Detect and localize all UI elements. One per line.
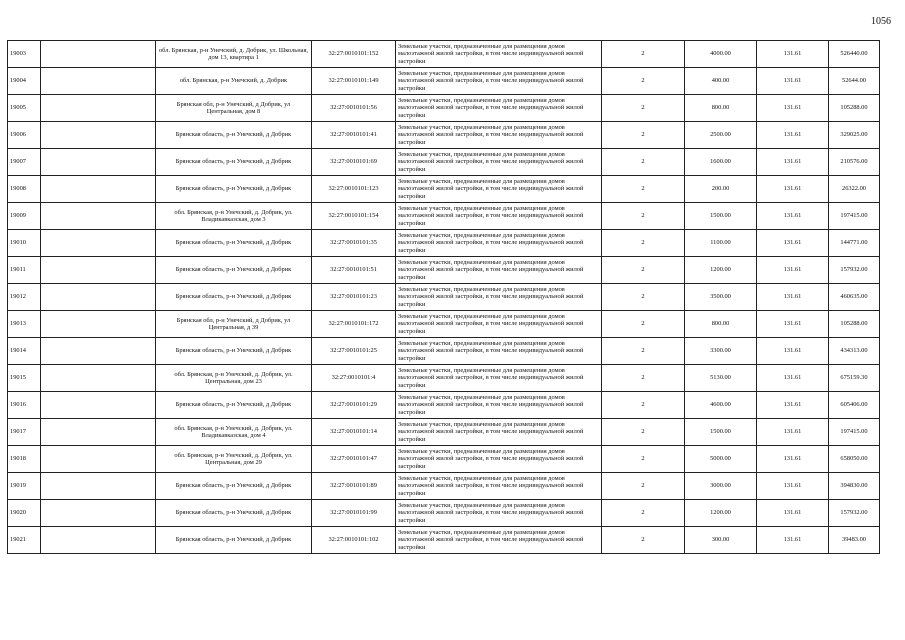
row-land-use-cell: Земельные участки, предназначенные для размещения домов малоэтажной жилой застройки, в том числе индивидуальной жилой застройки — [396, 365, 602, 392]
row-address-cell: Брянская область, р-н Унечский, д Добрик — [156, 257, 312, 284]
row-id-cell: 19005 — [8, 95, 41, 122]
row-area-cell: 5130.00 — [685, 365, 757, 392]
row-gap-cell — [41, 257, 156, 284]
row-cadastral-number-cell: 32:27:0010101:4 — [312, 365, 396, 392]
row-rate-cell: 131.61 — [757, 473, 829, 500]
row-area-cell: 4600.00 — [685, 392, 757, 419]
row-value-cell: 329025.00 — [829, 122, 880, 149]
row-value-cell: 39483.00 — [829, 527, 880, 554]
row-id-cell: 19019 — [8, 473, 41, 500]
row-category-cell: 2 — [602, 392, 685, 419]
row-rate-cell: 131.61 — [757, 95, 829, 122]
row-address-cell: Брянская область, р-н Унечский, д Добрик — [156, 284, 312, 311]
row-value-cell: 52644.00 — [829, 68, 880, 95]
table-row — [8, 527, 880, 554]
row-value-cell: 210576.00 — [829, 149, 880, 176]
row-id-cell: 19013 — [8, 311, 41, 338]
row-cadastral-number-cell: 32:27:0010101:102 — [312, 527, 396, 554]
row-area-cell: 5000.00 — [685, 446, 757, 473]
table-row — [8, 41, 880, 68]
row-gap-cell — [41, 149, 156, 176]
row-cadastral-number-cell: 32:27:0010101:172 — [312, 311, 396, 338]
row-id-cell: 19021 — [8, 527, 41, 554]
table-row — [8, 122, 880, 149]
row-id-cell: 19012 — [8, 284, 41, 311]
row-address-cell: обл. Брянская, р-н Унечский, д. Добрик, ул. Владикавказская, дом 4 — [156, 419, 312, 446]
table-row — [8, 176, 880, 203]
table-row — [8, 392, 880, 419]
row-value-cell: 460635.00 — [829, 284, 880, 311]
row-rate-cell: 131.61 — [757, 122, 829, 149]
row-id-cell: 19018 — [8, 446, 41, 473]
row-category-cell: 2 — [602, 122, 685, 149]
row-value-cell: 658050.00 — [829, 446, 880, 473]
row-value-cell: 157932.00 — [829, 257, 880, 284]
row-category-cell: 2 — [602, 527, 685, 554]
row-category-cell: 2 — [602, 446, 685, 473]
table-row — [8, 257, 880, 284]
row-address-cell: Брянская область, р-н Унечский, д Добрик — [156, 527, 312, 554]
row-address-cell: Брянская область, р-н Унечский, д Добрик — [156, 392, 312, 419]
row-rate-cell: 131.61 — [757, 311, 829, 338]
row-id-cell: 19009 — [8, 203, 41, 230]
row-land-use-cell: Земельные участки, предназначенные для размещения домов малоэтажной жилой застройки, в том числе индивидуальной жилой застройки — [396, 149, 602, 176]
table-row — [8, 203, 880, 230]
row-land-use-cell: Земельные участки, предназначенные для размещения домов малоэтажной жилой застройки, в том числе индивидуальной жилой застройки — [396, 419, 602, 446]
row-land-use-cell: Земельные участки, предназначенные для размещения домов малоэтажной жилой застройки, в том числе индивидуальной жилой застройки — [396, 68, 602, 95]
row-gap-cell — [41, 527, 156, 554]
row-gap-cell — [41, 68, 156, 95]
row-rate-cell: 131.61 — [757, 419, 829, 446]
cadastral-value-table — [7, 40, 880, 554]
table-row — [8, 149, 880, 176]
row-id-cell: 19010 — [8, 230, 41, 257]
table-row — [8, 473, 880, 500]
row-value-cell: 157932.00 — [829, 500, 880, 527]
row-area-cell: 300.00 — [685, 527, 757, 554]
table-row — [8, 95, 880, 122]
row-id-cell: 19008 — [8, 176, 41, 203]
row-address-cell: Брянская область, р-н Унечский, д Добрик — [156, 149, 312, 176]
row-land-use-cell: Земельные участки, предназначенные для размещения домов малоэтажной жилой застройки, в том числе индивидуальной жилой застройки — [396, 500, 602, 527]
row-gap-cell — [41, 392, 156, 419]
row-cadastral-number-cell: 32:27:0010101:47 — [312, 446, 396, 473]
row-value-cell: 197415.00 — [829, 419, 880, 446]
row-category-cell: 2 — [602, 365, 685, 392]
row-address-cell: обл. Брянская, р-н Унечский, д. Добрик, ул. Центральная, дом 29 — [156, 446, 312, 473]
row-cadastral-number-cell: 32:27:0010101:41 — [312, 122, 396, 149]
row-area-cell: 400.00 — [685, 68, 757, 95]
row-rate-cell: 131.61 — [757, 284, 829, 311]
row-land-use-cell: Земельные участки, предназначенные для размещения домов малоэтажной жилой застройки, в том числе индивидуальной жилой застройки — [396, 41, 602, 68]
row-gap-cell — [41, 446, 156, 473]
row-id-cell: 19020 — [8, 500, 41, 527]
row-gap-cell — [41, 176, 156, 203]
row-land-use-cell: Земельные участки, предназначенные для размещения домов малоэтажной жилой застройки, в том числе индивидуальной жилой застройки — [396, 392, 602, 419]
row-land-use-cell: Земельные участки, предназначенные для размещения домов малоэтажной жилой застройки, в том числе индивидуальной жилой застройки — [396, 230, 602, 257]
row-cadastral-number-cell: 32:27:0010101:99 — [312, 500, 396, 527]
row-area-cell: 3000.00 — [685, 473, 757, 500]
row-id-cell: 19006 — [8, 122, 41, 149]
row-rate-cell: 131.61 — [757, 338, 829, 365]
row-category-cell: 2 — [602, 338, 685, 365]
row-category-cell: 2 — [602, 41, 685, 68]
table-body — [8, 41, 880, 554]
row-category-cell: 2 — [602, 500, 685, 527]
row-land-use-cell: Земельные участки, предназначенные для размещения домов малоэтажной жилой застройки, в том числе индивидуальной жилой застройки — [396, 176, 602, 203]
row-value-cell: 394830.00 — [829, 473, 880, 500]
row-address-cell: обл. Брянская, р-н Унечский, д. Добрик, ул. Владикавказская, дом 3 — [156, 203, 312, 230]
row-address-cell: Брянская область, р-н Унечский, д Добрик — [156, 473, 312, 500]
row-rate-cell: 131.61 — [757, 365, 829, 392]
row-gap-cell — [41, 473, 156, 500]
row-gap-cell — [41, 230, 156, 257]
row-rate-cell: 131.61 — [757, 230, 829, 257]
row-value-cell: 434313.00 — [829, 338, 880, 365]
row-cadastral-number-cell: 32:27:0010101:51 — [312, 257, 396, 284]
table-row — [8, 419, 880, 446]
row-rate-cell: 131.61 — [757, 176, 829, 203]
row-cadastral-number-cell: 32:27:0010101:35 — [312, 230, 396, 257]
row-category-cell: 2 — [602, 230, 685, 257]
row-land-use-cell: Земельные участки, предназначенные для размещения домов малоэтажной жилой застройки, в том числе индивидуальной жилой застройки — [396, 311, 602, 338]
row-cadastral-number-cell: 32:27:0010101:152 — [312, 41, 396, 68]
row-cadastral-number-cell: 32:27:0010101:154 — [312, 203, 396, 230]
row-land-use-cell: Земельные участки, предназначенные для размещения домов малоэтажной жилой застройки, в том числе индивидуальной жилой застройки — [396, 257, 602, 284]
table-row — [8, 338, 880, 365]
row-category-cell: 2 — [602, 257, 685, 284]
row-area-cell: 4000.00 — [685, 41, 757, 68]
row-cadastral-number-cell: 32:27:0010101:149 — [312, 68, 396, 95]
row-id-cell: 19016 — [8, 392, 41, 419]
row-cadastral-number-cell: 32:27:0010101:25 — [312, 338, 396, 365]
row-gap-cell — [41, 284, 156, 311]
row-area-cell: 1500.00 — [685, 419, 757, 446]
row-category-cell: 2 — [602, 419, 685, 446]
row-land-use-cell: Земельные участки, предназначенные для размещения домов малоэтажной жилой застройки, в том числе индивидуальной жилой застройки — [396, 122, 602, 149]
row-rate-cell: 131.61 — [757, 68, 829, 95]
row-category-cell: 2 — [602, 149, 685, 176]
row-cadastral-number-cell: 32:27:0010101:56 — [312, 95, 396, 122]
row-value-cell: 144771.00 — [829, 230, 880, 257]
row-area-cell: 200.00 — [685, 176, 757, 203]
row-id-cell: 19011 — [8, 257, 41, 284]
row-land-use-cell: Земельные участки, предназначенные для размещения домов малоэтажной жилой застройки, в том числе индивидуальной жилой застройки — [396, 284, 602, 311]
row-gap-cell — [41, 41, 156, 68]
row-area-cell: 1500.00 — [685, 203, 757, 230]
row-gap-cell — [41, 203, 156, 230]
row-rate-cell: 131.61 — [757, 527, 829, 554]
row-id-cell: 19014 — [8, 338, 41, 365]
table-row — [8, 68, 880, 95]
row-category-cell: 2 — [602, 311, 685, 338]
table-row — [8, 500, 880, 527]
row-area-cell: 800.00 — [685, 311, 757, 338]
row-area-cell: 1600.00 — [685, 149, 757, 176]
row-rate-cell: 131.61 — [757, 500, 829, 527]
row-category-cell: 2 — [602, 95, 685, 122]
row-cadastral-number-cell: 32:27:0010101:89 — [312, 473, 396, 500]
row-gap-cell — [41, 365, 156, 392]
row-address-cell: Брянская обл, р-н Унечский, д Добрик, ул Центральная, дом 8 — [156, 95, 312, 122]
row-id-cell: 19017 — [8, 419, 41, 446]
row-rate-cell: 131.61 — [757, 446, 829, 473]
row-land-use-cell: Земельные участки, предназначенные для размещения домов малоэтажной жилой застройки, в том числе индивидуальной жилой застройки — [396, 203, 602, 230]
table-row — [8, 365, 880, 392]
row-cadastral-number-cell: 32:27:0010101:123 — [312, 176, 396, 203]
row-area-cell: 3300.00 — [685, 338, 757, 365]
table-row — [8, 230, 880, 257]
row-cadastral-number-cell: 32:27:0010101:29 — [312, 392, 396, 419]
row-value-cell: 197415.00 — [829, 203, 880, 230]
row-id-cell: 19003 — [8, 41, 41, 68]
row-id-cell: 19015 — [8, 365, 41, 392]
row-gap-cell — [41, 122, 156, 149]
row-address-cell: Брянская область, р-н Унечский, д Добрик — [156, 122, 312, 149]
row-land-use-cell: Земельные участки, предназначенные для размещения домов малоэтажной жилой застройки, в том числе индивидуальной жилой застройки — [396, 446, 602, 473]
row-area-cell: 800.00 — [685, 95, 757, 122]
row-id-cell: 19004 — [8, 68, 41, 95]
row-category-cell: 2 — [602, 68, 685, 95]
row-address-cell: обл. Брянская, р-н Унечский, д. Добрик, ул. Школьная, дом 13, квартира 1 — [156, 41, 312, 68]
row-gap-cell — [41, 500, 156, 527]
row-value-cell: 605406.00 — [829, 392, 880, 419]
row-area-cell: 1200.00 — [685, 257, 757, 284]
row-area-cell: 3500.00 — [685, 284, 757, 311]
row-rate-cell: 131.61 — [757, 203, 829, 230]
row-rate-cell: 131.61 — [757, 41, 829, 68]
row-value-cell: 526440.00 — [829, 41, 880, 68]
row-address-cell: Брянская область, р-н Унечский, д Добрик — [156, 230, 312, 257]
row-category-cell: 2 — [602, 203, 685, 230]
row-value-cell: 26322.00 — [829, 176, 880, 203]
row-cadastral-number-cell: 32:27:0010101:23 — [312, 284, 396, 311]
row-cadastral-number-cell: 32:27:0010101:14 — [312, 419, 396, 446]
row-id-cell: 19007 — [8, 149, 41, 176]
row-address-cell: Брянская обл, р-н Унечский, д Добрик, ул Центральная, д 39 — [156, 311, 312, 338]
row-rate-cell: 131.61 — [757, 257, 829, 284]
row-category-cell: 2 — [602, 176, 685, 203]
row-address-cell: обл. Брянская, р-н Унечский, д. Добрик — [156, 68, 312, 95]
row-address-cell: Брянская область, р-н Унечский, д Добрик — [156, 176, 312, 203]
table-row — [8, 284, 880, 311]
row-value-cell: 675159.30 — [829, 365, 880, 392]
row-category-cell: 2 — [602, 473, 685, 500]
row-land-use-cell: Земельные участки, предназначенные для размещения домов малоэтажной жилой застройки, в том числе индивидуальной жилой застройки — [396, 338, 602, 365]
page-number: 1056 — [871, 16, 891, 27]
row-area-cell: 2500.00 — [685, 122, 757, 149]
row-cadastral-number-cell: 32:27:0010101:69 — [312, 149, 396, 176]
row-rate-cell: 131.61 — [757, 392, 829, 419]
row-value-cell: 105288.00 — [829, 95, 880, 122]
row-category-cell: 2 — [602, 284, 685, 311]
row-area-cell: 1100.00 — [685, 230, 757, 257]
row-address-cell: Брянская область, р-н Унечский, д Добрик — [156, 338, 312, 365]
row-address-cell: обл. Брянская, р-н Унечский, д. Добрик, ул. Центральная, дом 23 — [156, 365, 312, 392]
row-land-use-cell: Земельные участки, предназначенные для размещения домов малоэтажной жилой застройки, в том числе индивидуальной жилой застройки — [396, 473, 602, 500]
row-land-use-cell: Земельные участки, предназначенные для размещения домов малоэтажной жилой застройки, в том числе индивидуальной жилой застройки — [396, 95, 602, 122]
table-row — [8, 446, 880, 473]
table-row — [8, 311, 880, 338]
row-gap-cell — [41, 419, 156, 446]
row-gap-cell — [41, 95, 156, 122]
row-land-use-cell: Земельные участки, предназначенные для размещения домов малоэтажной жилой застройки, в том числе индивидуальной жилой застройки — [396, 527, 602, 554]
row-area-cell: 1200.00 — [685, 500, 757, 527]
row-value-cell: 105288.00 — [829, 311, 880, 338]
row-rate-cell: 131.61 — [757, 149, 829, 176]
row-address-cell: Брянская область, р-н Унечский, д Добрик — [156, 500, 312, 527]
row-gap-cell — [41, 311, 156, 338]
row-gap-cell — [41, 338, 156, 365]
